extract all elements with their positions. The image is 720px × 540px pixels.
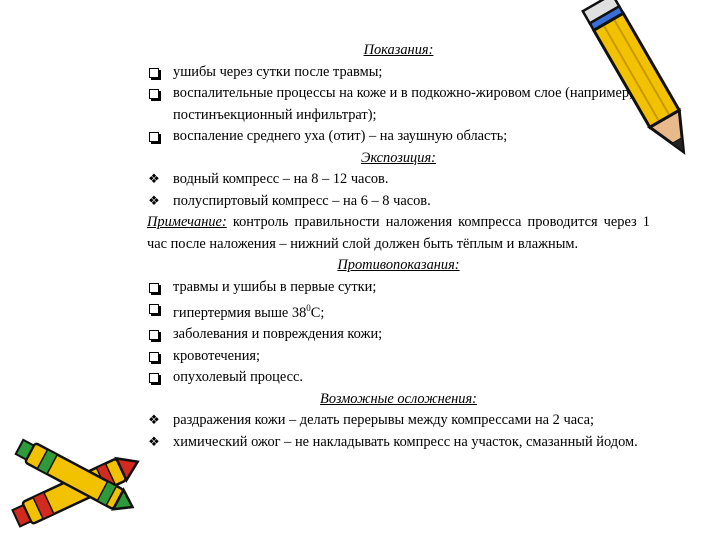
list-item [147, 83, 650, 126]
list-item [147, 432, 650, 454]
square-bullet-icon [147, 126, 161, 148]
note-text: контроль правильности наложения компресса проводится через 1 час после наложения – нижний слой должен быть тёплым и влажным. [147, 214, 650, 252]
note-paragraph [147, 212, 650, 255]
list-item-text: опухолевый процесс. [173, 369, 303, 386]
list-item-text: полуспиртовый компресс – на 6 – 8 часов. [173, 192, 431, 209]
indications-heading: Показания: [363, 42, 434, 58]
square-bullet-icon [147, 346, 161, 368]
complications-heading: Возможные осложнения: [320, 390, 477, 407]
list-item [147, 191, 650, 213]
list-item [147, 126, 650, 148]
list-item-text: воспаление среднего уха (отит) – на заушную область; [173, 128, 508, 144]
list-item-text: травмы и ушибы в первые сутки; [173, 278, 377, 295]
list-item-text: воспалительные процессы на коже и в подкожно-жировом слое (например, постинъекционный инфильтрат); [173, 85, 633, 123]
list-item-text: раздражения кожи – делать перерывы между компрессами на 2 часа; [173, 412, 595, 429]
exposure-heading: Экспозиция: [361, 149, 436, 166]
diamond-bullet-icon: ❖ [148, 193, 160, 209]
list-item [147, 169, 650, 191]
list-item-text: химический ожог – не накладывать компресс на участок, смазанный йодом. [173, 433, 638, 450]
list-item [147, 277, 650, 299]
note-label: Примечание: [147, 214, 227, 230]
diamond-bullet-icon: ❖ [148, 172, 160, 187]
list-item-text: заболевания и повреждения кожи; [173, 326, 383, 343]
square-bullet-icon [147, 298, 161, 320]
degree-superscript: 0 [306, 303, 311, 313]
hyperthermia-suffix: С; [310, 304, 325, 321]
square-bullet-icon [147, 277, 161, 299]
list-item [147, 367, 650, 389]
list-item [147, 62, 650, 84]
list-item-text: ушибы через сутки после травмы; [173, 63, 383, 80]
list-item [147, 410, 650, 432]
list-item [147, 346, 650, 368]
square-bullet-icon [147, 83, 161, 105]
list-item [147, 298, 650, 324]
diamond-bullet-icon: ❖ [148, 434, 160, 450]
list-item-text: кровотечения; [173, 347, 261, 364]
square-bullet-icon [147, 324, 161, 346]
crayon-icon [0, 426, 150, 536]
list-item [147, 324, 650, 346]
square-bullet-icon [147, 62, 161, 84]
diamond-bullet-icon: ❖ [148, 413, 160, 429]
content [147, 40, 650, 453]
square-bullet-icon [147, 367, 161, 389]
hyperthermia-prefix: гипертермия выше 38 [173, 304, 307, 321]
list-item-text [173, 305, 324, 321]
list-item-text: водный компресс – на 8 – 12 часов. [173, 171, 389, 187]
contraindications-heading: Противопоказания: [337, 257, 460, 273]
